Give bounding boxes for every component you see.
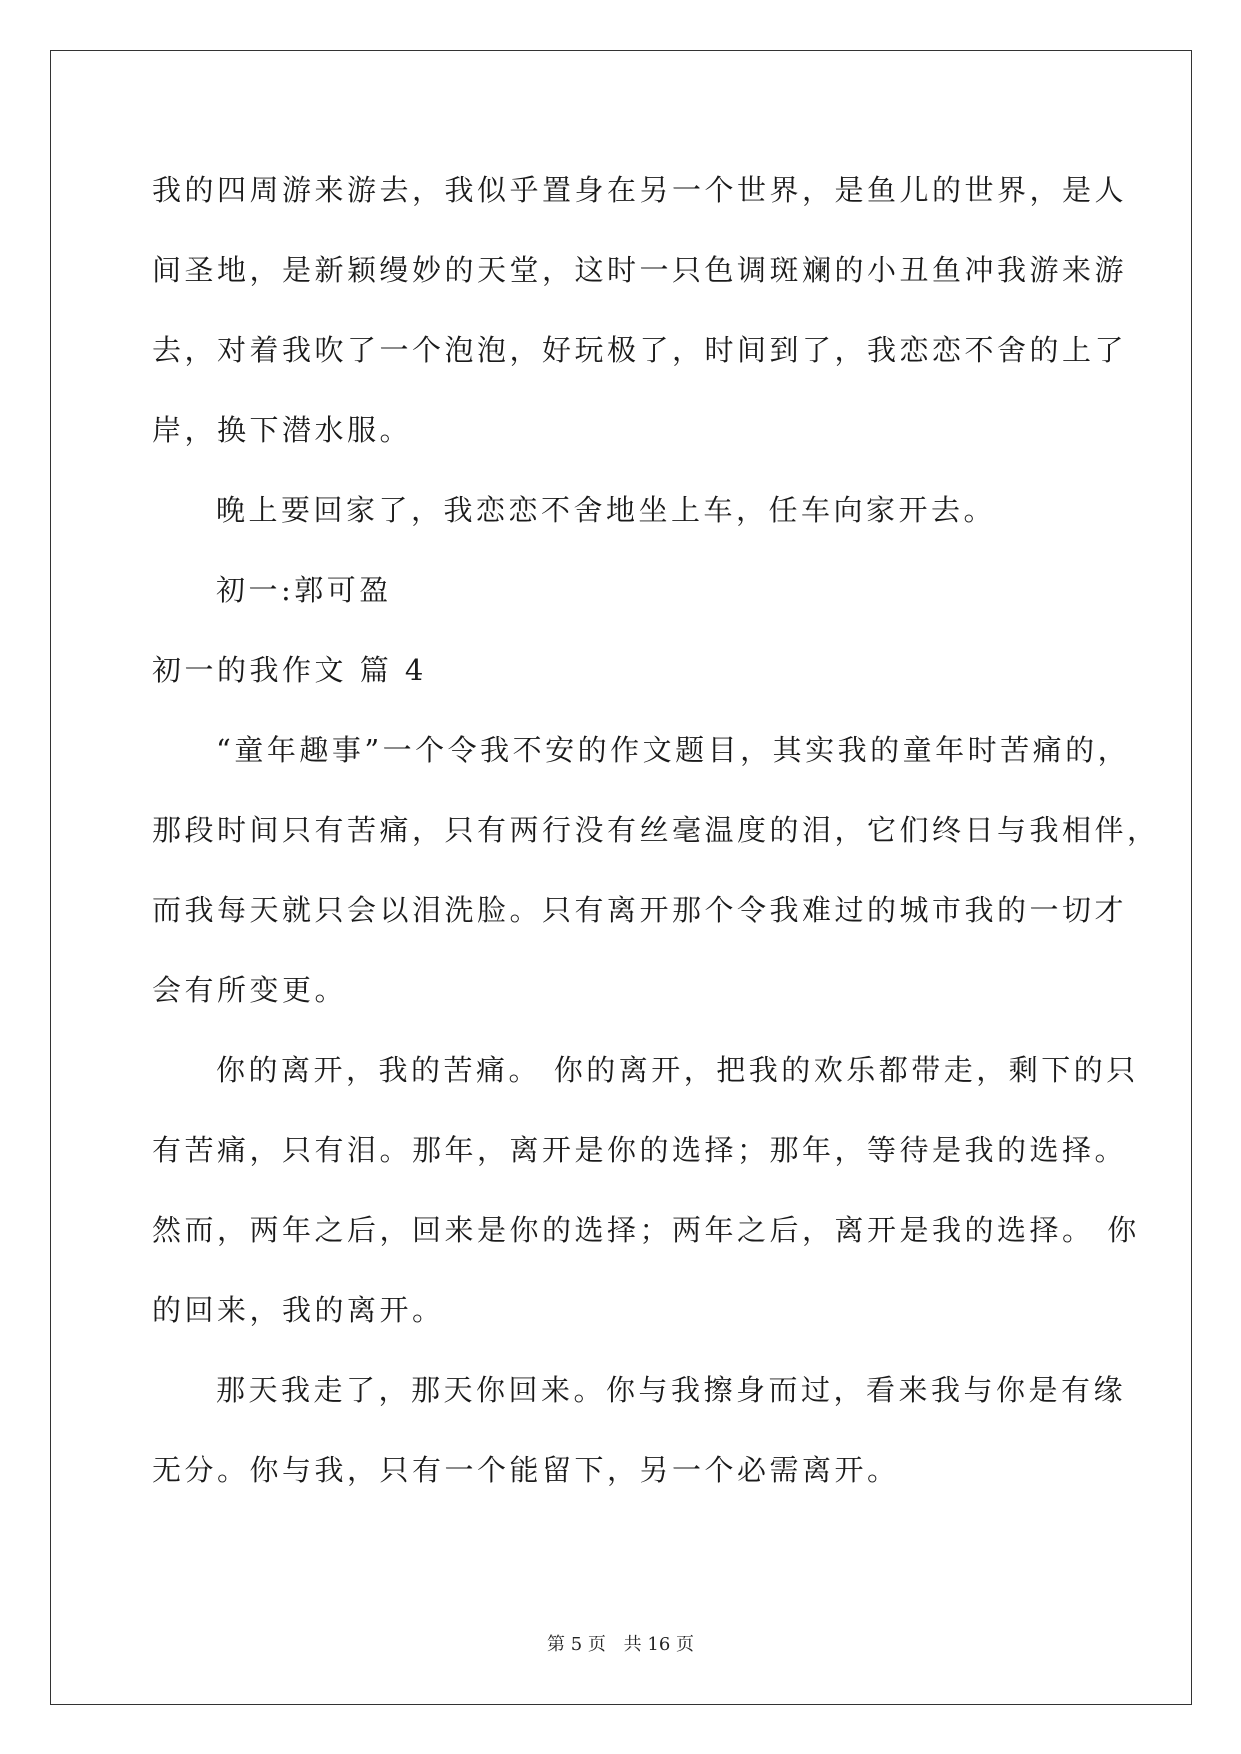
text-line: 我的四周游来游去，我似乎置身在另一个世界，是鱼儿的世界，是人: [152, 173, 1128, 207]
text-line: 的回来，我的离开。: [152, 1293, 445, 1327]
text-line: 间圣地，是新颖缦妙的天堂，这时一只色调斑斓的小丑鱼冲我游来游: [152, 253, 1128, 287]
text-line: 无分。你与我，只有一个能留下，另一个必需离开。: [152, 1453, 900, 1487]
page-total: 共 16 页: [623, 1634, 694, 1655]
text-line: 岸，换下潜水服。: [152, 413, 413, 447]
author-line: 初一:郭可盈: [216, 573, 392, 607]
text-line: 你的离开，我的苦痛。 你的离开，把我的欢乐都带走，剩下的只: [216, 1053, 1139, 1087]
text-line: 而我每天就只会以泪洗脸。只有离开那个令我难过的城市我的一切才: [152, 893, 1128, 927]
page-number: 第 5 页: [547, 1634, 606, 1655]
text-line: 那段时间只有苦痛，只有两行没有丝毫温度的泪，它们终日与我相伴，: [152, 813, 1160, 847]
text-line: 去，对着我吹了一个泡泡，好玩极了，时间到了，我恋恋不舍的上了: [152, 333, 1128, 367]
text-line: 然而，两年之后，回来是你的选择；两年之后，离开是我的选择。 你: [152, 1213, 1140, 1247]
document-body: [152, 160, 1160, 1520]
page-footer: [0, 1630, 1241, 1656]
text-line: 晚上要回家了，我恋恋不舍地坐上车，任车向家开去。: [216, 493, 997, 527]
text-line: “童年趣事”一个令我不安的作文题目，其实我的童年时苦痛的，: [216, 733, 1131, 767]
text-line: 那天我走了，那天你回来。你与我擦身而过，看来我与你是有缘: [216, 1373, 1127, 1407]
section-heading: 初一的我作文 篇 4: [152, 653, 427, 687]
text-line: 会有所变更。: [152, 973, 348, 1007]
text-line: 有苦痛，只有泪。那年，离开是你的选择；那年，等待是我的选择。: [152, 1133, 1128, 1167]
